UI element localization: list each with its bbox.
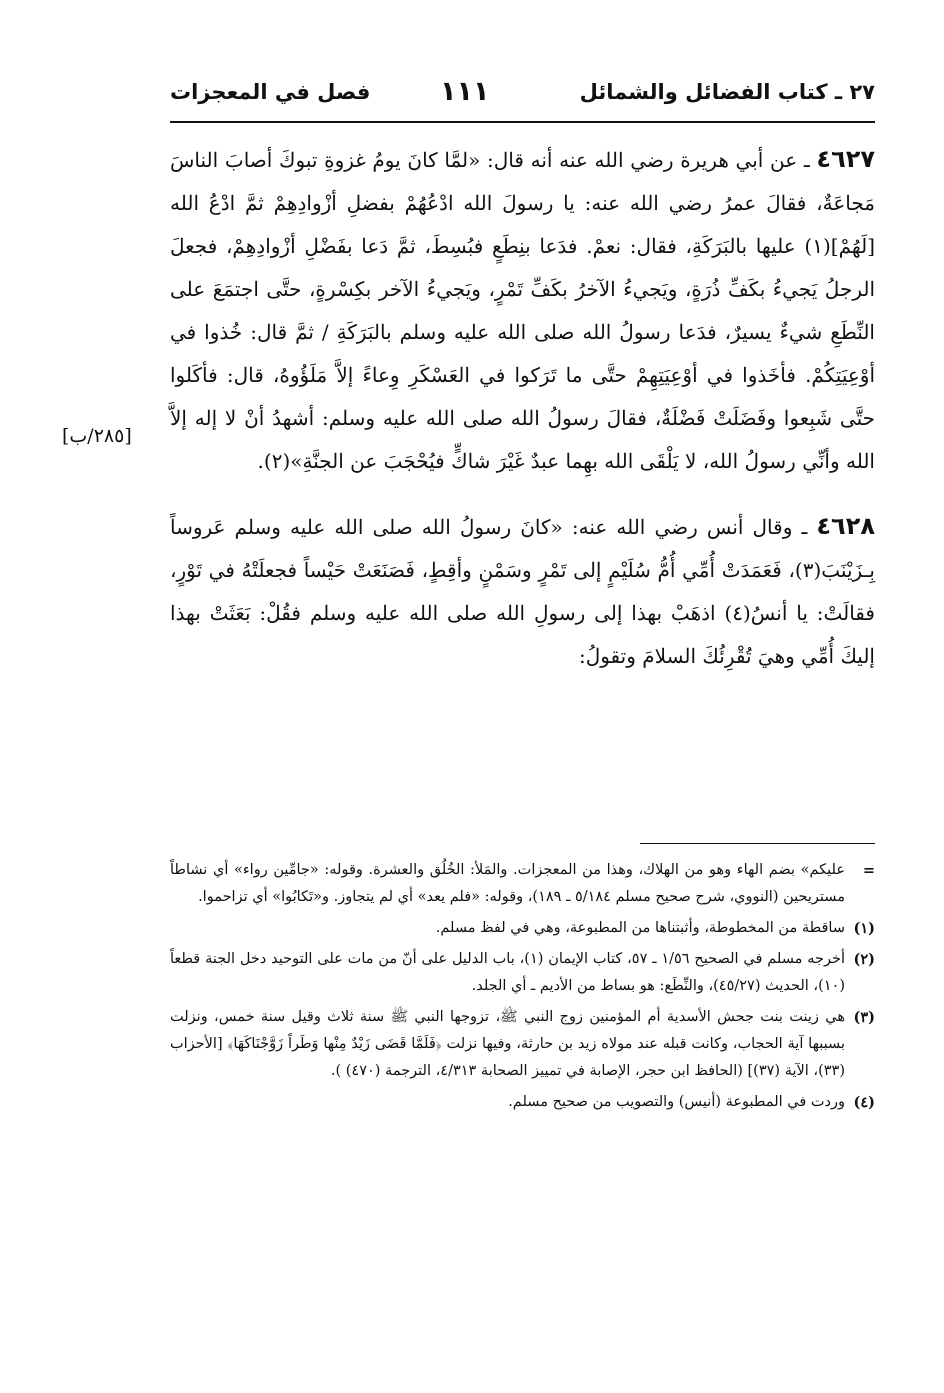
chapter-title: ٢٧ ـ كتاب الفضائل والشمائل <box>579 80 875 104</box>
footnotes <box>170 857 875 1120</box>
footnote <box>170 915 875 942</box>
footnote-text: أخرجه مسلم في الصحيح ١/٥٦ ـ ٥٧، كتاب الإيمان (١)، باب الدليل على أنّ من مات على التوحيد دخل الجنة قطعاً (١٠)، الحديث (٤٥/٢٧)، والنِّطَع: هو بساط من الأديم ـ أي الجلد. <box>170 951 846 994</box>
hadith-text: ـ عن أبي هريرة رضي الله عنه أنه قال: «لمَّا كانَ يومُ غزوةِ تبوكَ أصابَ الناسَ مَجاعَةٌ، فقالَ عمرُ رضي الله عنه: يا رسولَ الله ادْعُهُمْ بفضلِ أزْوادِهِمْ ثمَّ ادْعُ الله [لَهُمْ](١) عليها بالبَرَكَةِ، فقال: نعمْ. فدَعا بنِطَعٍ فبُسِطَ، ثمَّ دَعا بفَضْلِ أزْوادِهِمْ، فجعلَ الرجلُ يَجيءُ بكَفِّ ذُرَةٍ، ويَجيءُ الآخرُ بكَفِّ تَمْرٍ، ويَجيءُ الآخر بكِسْرةٍ، حتَّى اجتمَعَ على النِّطَعِ شيءٌ يسيرٌ، فدَعا رسولُ الله صلى الله عليه وسلم بالبَرَكَةِ / ثمَّ قال: خُذوا في أوْعِيَتِكُمْ. فأخَذوا في أوْعِيَتِهِمْ حتَّى ما تَرَكوا في العَسْكَرِ وِعاءً إلاَّ مَلَؤُوهُ، قال: فأكَلوا حتَّى شَبِعوا وفَضَلَتْ فَضْلَةٌ، فقالَ رسولُ الله صلى الله عليه وسلم: أشهدُ أنْ لا إله إلاَّ الله وأنِّي رسولُ الله، لا يَلْقَى الله بهِما عبدٌ غَيْرَ شاكٍّ فيُحْجَبَ عن الجنَّةِ»(٢). <box>170 148 875 473</box>
hadith-number: ٤٦٢٨ <box>816 512 875 540</box>
main-text <box>170 138 875 678</box>
section-title: فصل في المعجزات <box>170 80 371 104</box>
footnote-text: ساقطة من المخطوطة، وأثبتناها من المطبوعة، وهي في لفظ مسلم. <box>435 920 845 936</box>
hadith-paragraph <box>170 138 875 483</box>
footnote-text: وردت في المطبوعة (أنيس) والتصويب من صحيح مسلم. <box>508 1094 845 1110</box>
hadith-text: ـ وقال أنس رضي الله عنه: «كانَ رسولُ الله صلى الله عليه وسلم عَروساً بِـزَيْنَبَ(٣)، فَعَمَدَتْ أُمِّي أُمُّ سُلَيْمٍ إلى تَمْرٍ وسَمْنٍ وأقِطٍ، فَصَنَعَتْ حَيْساً فجعلَتْهُ في تَوْرٍ، فقالَتْ: يا أنسُ(٤) اذهَبْ بهذا إلى رسولِ الله صلى الله عليه وسلم فقُلْ: بَعَثَتْ بهذا إليكَ أُمِّي وهيَ تُقْرِئُكَ السلامَ وتقولُ: <box>170 515 875 668</box>
footnote-divider <box>640 843 875 844</box>
footnote <box>170 1089 875 1116</box>
footnote-mark: = <box>862 862 875 879</box>
header-divider <box>170 121 875 123</box>
hadith-number: ٤٦٢٧ <box>816 145 876 173</box>
footnote-text: عليكم» بضم الهاء وهو من الهلاك، وهذا من المعجزات. والمَلأ: الخُلُق والعشرة. وقوله: «جامِّين رواء» أي نشاطاً مستريحين (النووي، شرح صحيح مسلم ٥/١٨٤ ـ ١٨٩)، وقوله: «فلم يعد» أي لم يتجاوز. و«تَكابُوا» أي تزاحموا. <box>170 862 845 905</box>
footnote-mark: (٤) <box>853 1094 875 1111</box>
footnote-mark: (٢) <box>853 951 875 968</box>
page-header <box>170 74 875 114</box>
footnote-mark: (٣) <box>853 1009 875 1026</box>
footnote <box>170 1004 875 1085</box>
manuscript-folio-ref: [٢٨٥/ب] <box>62 425 132 447</box>
hadith-paragraph <box>170 505 875 678</box>
footnote-text: هي زينت بنت جحش الأسدية أم المؤمنين زوج النبي ﷺ، تزوجها النبي ﷺ سنة ثلاث وقيل سنة خمس، ونزلت بسببها آية الحجاب، وكانت قبله عند مولاه زيد بن حارثة، وفيها نزلت ﴿فَلَمَّا قَضَى زَيْدٌ مِنْها وَطَراً زَوَّجْنَاكَهَا﴾ [الأحزاب (٣٣)، الآية (٣٧)] (الحافظ ابن حجر، الإصابة في تمييز الصحابة ٤/٣١٣، الترجمة (٤٧٠) ). <box>170 1009 845 1079</box>
page-number: ١١١ <box>440 76 490 107</box>
footnote <box>170 946 875 1000</box>
footnote <box>170 857 875 911</box>
footnote-mark: (١) <box>853 920 875 937</box>
